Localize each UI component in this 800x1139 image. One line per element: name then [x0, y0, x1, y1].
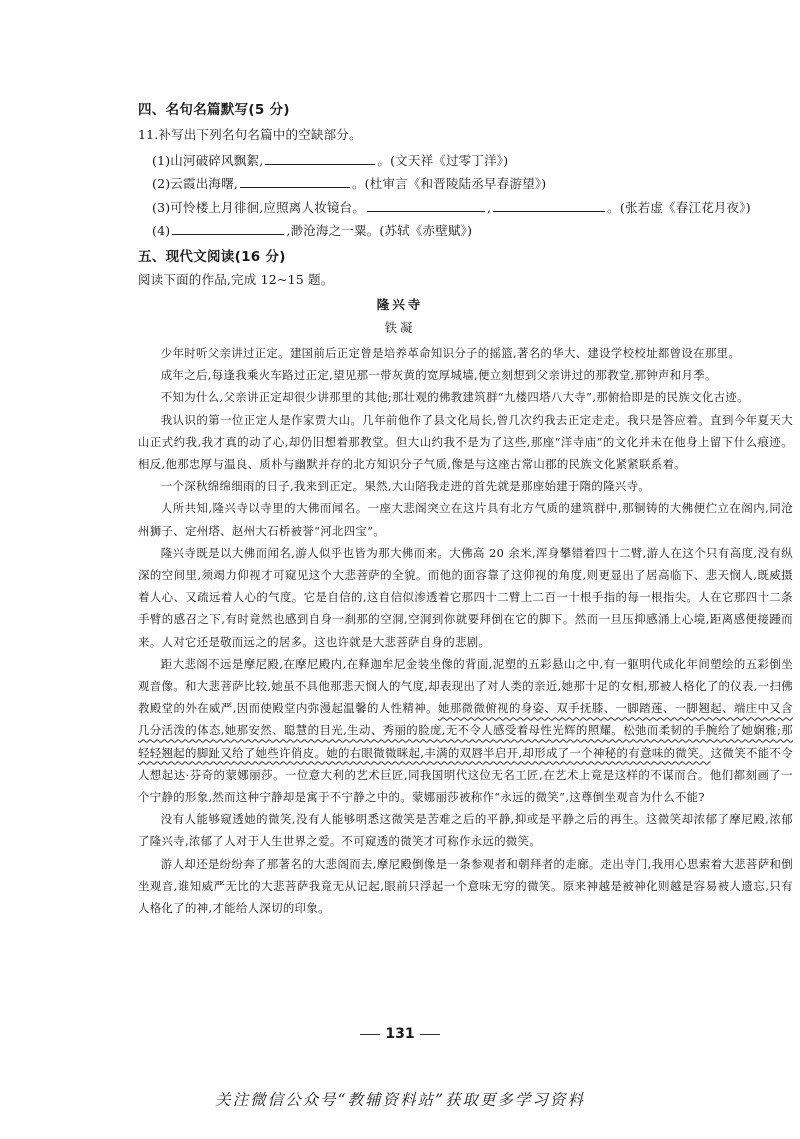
paragraph-8-part-2: 这微笑不能不令人想起达·芬奇的蒙娜丽莎。一位意大利的艺术巨匠,同我国明代这位无名工匠,在艺术上竟是这样的不谋而合。他们都刻画了一个宁静的形象,然而这种宁静却是寓于不宁静之中的。蒙娜丽莎被称作“永远的微笑”,这尊倒坐观音为什么不能?	[138, 745, 793, 805]
paragraph-2: 成年之后,每逢我乘火车路过正定,望见那一带灰黄的宽厚城墙,便立刻想到父亲讲过的那教堂,那钟声和月季。	[160, 368, 717, 383]
paragraph-9: 没有人能够窥透她的微笑,没有人能够明悉这微笑是苦难之后的平静,抑或是平静之后的再生。这微笑却浓郁了摩尼殿,浓郁了隆兴寺,浓郁了人对于人生世界之爱。不可窥透的微笑才可称作永远的微笑。	[138, 812, 793, 849]
answer-blank-4[interactable]	[172, 222, 284, 235]
fill-item-2	[152, 174, 546, 192]
fill-item-1	[152, 151, 508, 169]
paragraph-7: 隆兴寺既是以大佛而闻名,游人似乎也皆为那大佛而来。大佛高 20 余米,浑身攀错着四十二臂,游人在这个只有高度,没有纵深的空间里,须竭力仰视才可窥见这个大悲菩萨的全貌。而他的面容靠了这仰视的角度,则更显出了居高临下、悲天悯人,既威摄着人心、又疏远着人心的气度。它是自信的,这自信似渗透着它那四十二臂上二百一十根手指的每一根指尖。人在它那四十二条手臂的感召之下,有时竟然也感到自身一刹那的空洞,空洞到你就要拜倒在它的脚下。然而一旦压抑感涌上心境,距离感便接踵而来。人对它还是敬而远之的居多。这也许就是大悲菩萨自身的悲剧。	[138, 545, 793, 649]
paragraph-3: 不知为什么,父亲讲正定却很少讲那里的其他;那壮观的佛教建筑群“九楼四塔八大寺”,那俯拾即是的民族文化古迹。	[160, 390, 749, 405]
wavy-underlined-passage: 她那微微俯视的身姿、双手抚膝、一脚踏莲、一脚翘起、端庄中又含几分活泼的体态,她那安然、聪慧的目光,生动、秀丽的脸庞,无不令人感受着母性光辉的照耀。松弛而柔韧的手腕给了她娴雅;那轻轻翘起的脚趾又给了她些许俏皮。她的右眼微微眯起,丰满的双唇半启开,却形成了一个神秘的有意味的微笑。	[138, 701, 793, 760]
fill-item-2-text: (2)云霞出海曙,	[152, 176, 238, 191]
page-number-value: 131	[385, 1026, 415, 1042]
paragraph-6: 人所共知,隆兴寺以寺里的大佛而闻名。一座大悲阁突立在这片具有北方气质的建筑群中,那铜铸的大佛便伫立在阁内,同沧州狮子、定州塔、赵州大石桥被誉“河北四宝”。	[138, 501, 793, 538]
paragraph-8-part-1: 距大悲阁不远是摩尼殿,在摩尼殿内,在释迦牟尼金装坐像的背面,泥塑的五彩悬山之中,有一躯明代成化年间塑绘的五彩倒坐观音像。和大悲菩萨比较,她虽不具他那悲天悯人的气度,却表现出了对人类的亲近,她那十足的女相,那被人格化了的仪表,一扫佛教殿堂的外在威严,因而使殿堂内弥漫起温馨的人性精神。	[138, 656, 793, 716]
section-5-heading: 五、现代文阅读(16 分)	[138, 249, 286, 265]
fill-item-4	[152, 221, 472, 239]
fill-item-4-text: (4)	[152, 223, 171, 238]
page-number-dash-right	[420, 1034, 440, 1035]
page-number	[0, 1026, 800, 1042]
paragraph-8	[138, 653, 793, 808]
paragraph-5: 一个深秋绵绵细雨的日子,我来到正定。果然,大山陪我走进的首先就是那座始建于隋的隆兴寺。	[160, 479, 651, 494]
fill-item-3-source: 。(张若虚《春江花月夜》)	[607, 200, 751, 215]
fill-item-2-source: 。(杜审言《和晋陵陆丞早春游望》)	[351, 176, 547, 191]
fill-item-3-text: (3)可怜楼上月徘徊,应照离人妆镜台。	[152, 200, 365, 215]
article-title: 隆兴寺	[376, 297, 424, 312]
fill-item-4-source: ,渺沧海之一粟。(苏轼《赤壁赋》)	[286, 223, 473, 238]
answer-blank-3a[interactable]	[367, 199, 485, 212]
answer-blank-2[interactable]	[240, 175, 350, 188]
page-number-dash-left	[360, 1034, 380, 1035]
answer-blank-3b[interactable]	[493, 199, 605, 212]
question-11: 11.补写出下列名句名篇中的空缺部分。	[138, 127, 362, 142]
paragraph-10: 游人却还是纷纷奔了那著名的大悲阁而去,摩尼殿倒像是一条参观者和朝拜者的走廊。走出寺门,我用心思索着大悲菩萨和倒坐观音,谁知威严无比的大悲菩萨我竟无从记起,眼前只浮起一个意味无穷的微笑。原来神越是被神化则越是容易被人遗忘,只有人格化了的神,才能给人深切的印象。	[138, 856, 793, 916]
section-4-heading: 四、名句名篇默写(5 分)	[138, 102, 290, 118]
fill-item-1-source: 。(文天祥《过零丁洋》)	[377, 153, 509, 168]
fill-item-3-comma: ,	[486, 200, 492, 215]
article-author: 铁凝	[384, 320, 416, 335]
fill-item-1-text: (1)山河破碎风飘絮,	[152, 153, 264, 168]
article-body	[138, 342, 793, 919]
reading-instruction: 阅读下面的作品,完成 12~15 题。	[138, 272, 334, 287]
footer-watermark: 关注微信公众号“教辅资料站”获取更多学习资料	[215, 1091, 585, 1109]
paragraph-1: 少年时听父亲讲过正定。建国前后正定曾是培养革命知识分子的摇篮,著名的华大、建设学校校址都曾设在那里。	[160, 346, 741, 360]
answer-blank-1[interactable]	[265, 152, 375, 165]
paragraph-4: 我认识的第一位正定人是作家贾大山。几年前他作了县文化局长,曾几次约我去正定走走。我只是答应着。直到今年夏天大山正式约我,我才真的动了心,却仍旧想着那教堂。但大山约我不是为了这些,那座“洋寺庙”的文化并未在他身上留下什么痕迹。相反,他那忠厚与温良、质朴与幽默并存的北方知识分子气质,像是与这座古常山郡的民族文化紧紧联系着。	[138, 412, 793, 472]
fill-item-3	[152, 198, 751, 216]
